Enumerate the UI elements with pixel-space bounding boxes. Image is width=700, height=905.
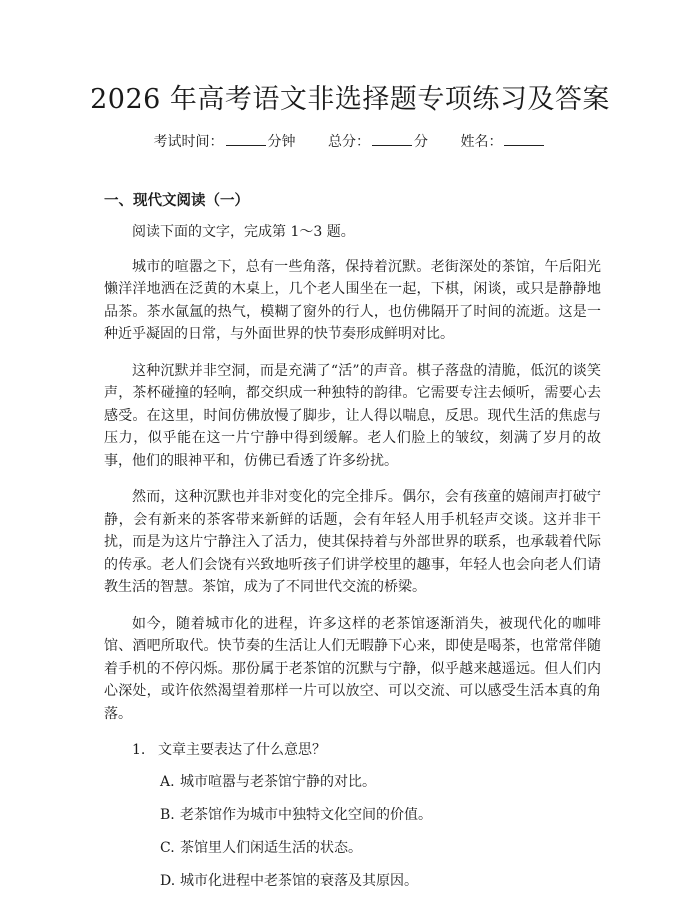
total-score-blank: [372, 131, 412, 146]
meta-exam-time-suffix: 分钟: [267, 134, 296, 150]
exam-title: 2026 年高考语文非选择题专项练习及答案: [90, 84, 610, 115]
name-blank: [504, 131, 544, 146]
question-1: [132, 739, 601, 761]
meta-total-score-label: 总分：: [328, 134, 370, 150]
exam-time-blank: [226, 131, 266, 146]
option-label: A.: [160, 774, 175, 790]
option-text: 城市化进程中老茶馆的衰落及其原因。: [180, 873, 418, 889]
option-text: 老茶馆作为城市中独特文化空间的价值。: [180, 807, 432, 823]
exam-meta-line: [0, 131, 700, 152]
passage-paragraph-1: 城市的喧嚣之下，总有一些角落，保持着沉默。老街深处的茶馆，午后阳光懒洋洋地洒在泛黄的木桌上，几个老人围坐在一起，下棋，闲谈，或只是静静地品茶。茶水氤氲的热气，模糊了窗外的行人，也仿佛隔开了时间的流逝。这是一种近乎凝固的日常，与外面世界的快节奏形成鲜明对比。: [104, 258, 601, 342]
option-label: D.: [160, 873, 176, 889]
option-d: [160, 870, 601, 892]
option-label: B.: [160, 807, 175, 823]
option-a: [160, 771, 601, 793]
meta-total-score-suffix: 分: [414, 134, 428, 150]
reading-instruction: 阅读下面的文字，完成第 1～3 题。: [132, 224, 355, 240]
passage-paragraph-4: 如今，随着城市化的进程，许多这样的老茶馆逐渐消失，被现代化的咖啡馆、酒吧所取代。快节奏的生活让人们无暇静下心来，即使是喝茶，也常常伴随着手机的不停闪烁。那份属于老茶馆的沉默与宁静，似乎越来越遥远。但人们内心深处，或许依然渴望着那样一片可以放空、可以交流、可以感受生活本真的角落。: [104, 615, 601, 722]
reading-content: [104, 221, 601, 903]
option-text: 茶馆里人们闲适生活的状态。: [180, 840, 362, 856]
section-heading: 一、现代文阅读（一）: [104, 193, 249, 209]
passage-paragraph-2: 这种沉默并非空洞，而是充满了“活”的声音。棋子落盘的清脆，低沉的谈笑声，茶杯碰撞的轻响，都交织成一种独特的韵律。它需要专注去倾听，需要心去感受。在这里，时间仿佛放慢了脚步，让人得以喘息，反思。现代生活的焦虑与压力，似乎能在这一片宁静中得到缓解。老人们脸上的皱纹，刻满了岁月的故事，他们的眼神平和，仿佛已看透了许多纷扰。: [104, 362, 601, 469]
question-text: 文章主要表达了什么意思？: [158, 742, 326, 758]
meta-total-score: [328, 131, 428, 152]
option-text: 城市喧嚣与老茶馆宁静的对比。: [180, 774, 376, 790]
question-options: [160, 771, 601, 892]
passage-paragraph-3: 然而，这种沉默也并非对变化的完全排斥。偶尔，会有孩童的嬉闹声打破宁静，会有新来的茶客带来新鲜的话题，会有年轻人用手机轻声交谈。这并非干扰，而是为这片宁静注入了活力，使其保持着与外部世界的联系，也承载着代际的传承。老人们会饶有兴致地听孩子们讲学校里的趣事，年轻人也会向老人们请教生活的智慧。茶馆，成为了不同世代交流的桥梁。: [104, 489, 601, 595]
meta-name: [460, 131, 546, 152]
option-c: [160, 837, 601, 859]
meta-name-label: 姓名：: [460, 134, 503, 150]
meta-exam-time-label: 考试时间：: [153, 134, 224, 150]
question-number: 1.: [132, 742, 146, 758]
meta-exam-time: [154, 131, 296, 152]
option-b: [160, 804, 601, 826]
option-label: C.: [160, 840, 175, 856]
